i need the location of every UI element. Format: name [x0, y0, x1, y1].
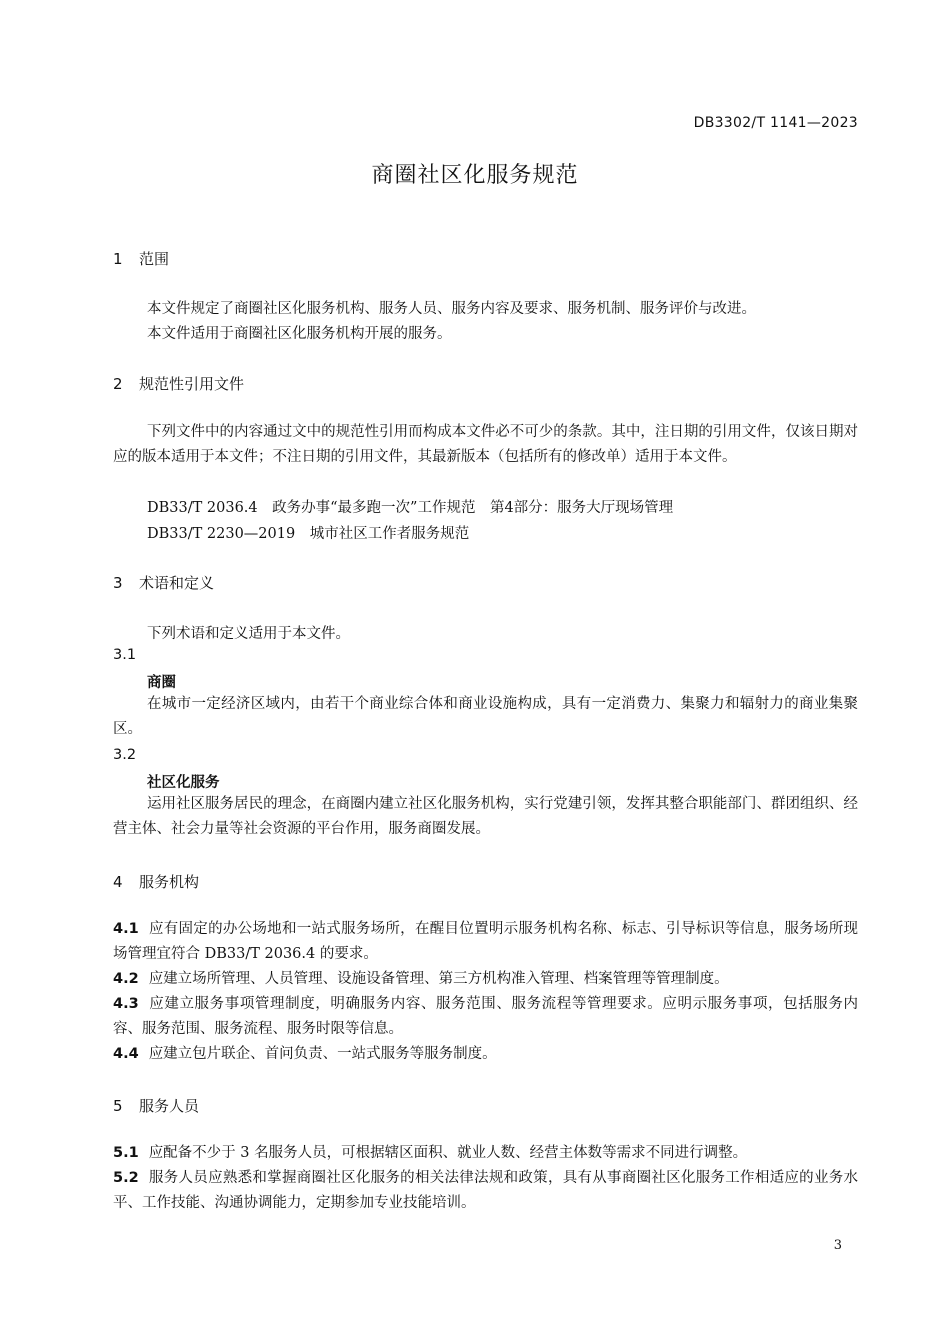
section-title: 范围 [139, 250, 170, 268]
reference-item: DB33/T 2036.4 政务办事“最多跑一次”工作规范 第4部分：服务大厅现场管理 [147, 500, 674, 516]
paragraph: 本文件适用于商圈社区化服务机构开展的服务。 [147, 326, 452, 342]
clause-number: 5.1 [113, 1145, 139, 1161]
clause-number: 5.2 [113, 1170, 139, 1186]
section-heading-service-organization [113, 871, 199, 892]
clause-number: 4.1 [113, 921, 139, 937]
clause [113, 1166, 858, 1216]
term-definition: 运用社区服务居民的理念，在商圈内建立社区化服务机构，实行党建引领，发挥其整合职能部门、群团组织、经营主体、社会力量等社会资源的平台作用，服务商圈发展。 [113, 796, 858, 837]
section-number: 3 [113, 574, 123, 592]
paragraph: 下列文件中的内容通过文中的规范性引用而构成本文件必不可少的条款。其中，注日期的引用文件，仅该日期对应的版本适用于本文件；不注日期的引用文件，其最新版本（包括所有的修改单）适用于本文件。 [113, 424, 858, 465]
section-heading-scope [113, 248, 169, 269]
clause-text: 应建立服务事项管理制度，明确服务内容、服务范围、服务流程等管理要求。应明示服务事项，包括服务内容、服务范围、服务流程、服务时限等信息。 [113, 996, 858, 1037]
clause [113, 917, 858, 967]
section-heading-terms [113, 572, 214, 593]
clause-text: 应建立场所管理、人员管理、设施设备管理、第三方机构准入管理、档案管理等管理制度。 [148, 971, 729, 987]
section-number: 2 [113, 375, 123, 393]
clause-number: 4.3 [113, 996, 139, 1012]
section-number: 1 [113, 250, 123, 268]
paragraph: 本文件规定了商圈社区化服务机构、服务人员、服务内容及要求、服务机制、服务评价与改进。 [147, 301, 756, 317]
section-heading-service-personnel [113, 1095, 199, 1116]
section-title: 服务机构 [139, 873, 200, 891]
clause [113, 992, 858, 1042]
term-number: 3.1 [113, 647, 137, 663]
clause-text: 服务人员应熟悉和掌握商圈社区化服务的相关法律法规和政策，具有从事商圈社区化服务工作相适应的业务水平、工作技能、沟通协调能力，定期参加专业技能培训。 [113, 1170, 858, 1211]
term-name: 商圈 [147, 675, 176, 691]
section-title: 规范性引用文件 [139, 375, 245, 393]
section-title: 术语和定义 [139, 574, 215, 592]
clause [113, 1141, 858, 1166]
clause-text: 应建立包片联企、首问负责、一站式服务等服务制度。 [148, 1046, 497, 1062]
page-number: 3 [833, 1238, 842, 1253]
document-title: 商圈社区化服务规范 [371, 163, 579, 188]
section-number: 5 [113, 1097, 123, 1115]
clause-text: 应配备不少于 3 名服务人员，可根据辖区面积、就业人数、经营主体数等需求不同进行调整。 [148, 1145, 748, 1161]
section-number: 4 [113, 873, 123, 891]
term-definition: 在城市一定经济区域内，由若干个商业综合体和商业设施构成，具有一定消费力、集聚力和辐射力的商业集聚区。 [113, 696, 858, 737]
section-title: 服务人员 [139, 1097, 200, 1115]
term-number: 3.2 [113, 747, 137, 763]
clause [113, 1042, 858, 1067]
document-code: DB3302/T 1141—2023 [693, 115, 858, 131]
clause [113, 967, 858, 992]
clause-number: 4.4 [113, 1046, 139, 1062]
term-name: 社区化服务 [147, 775, 220, 791]
paragraph: 下列术语和定义适用于本文件。 [147, 626, 350, 642]
reference-item: DB33/T 2230—2019 城市社区工作者服务规范 [147, 526, 470, 542]
clause-number: 4.2 [113, 971, 139, 987]
clause-text: 应有固定的办公场地和一站式服务场所，在醒目位置明示服务机构名称、标志、引导标识等信息，服务场所现场管理宜符合 DB33/T 2036.4 的要求。 [113, 921, 858, 962]
section-heading-normative-references [113, 373, 244, 394]
